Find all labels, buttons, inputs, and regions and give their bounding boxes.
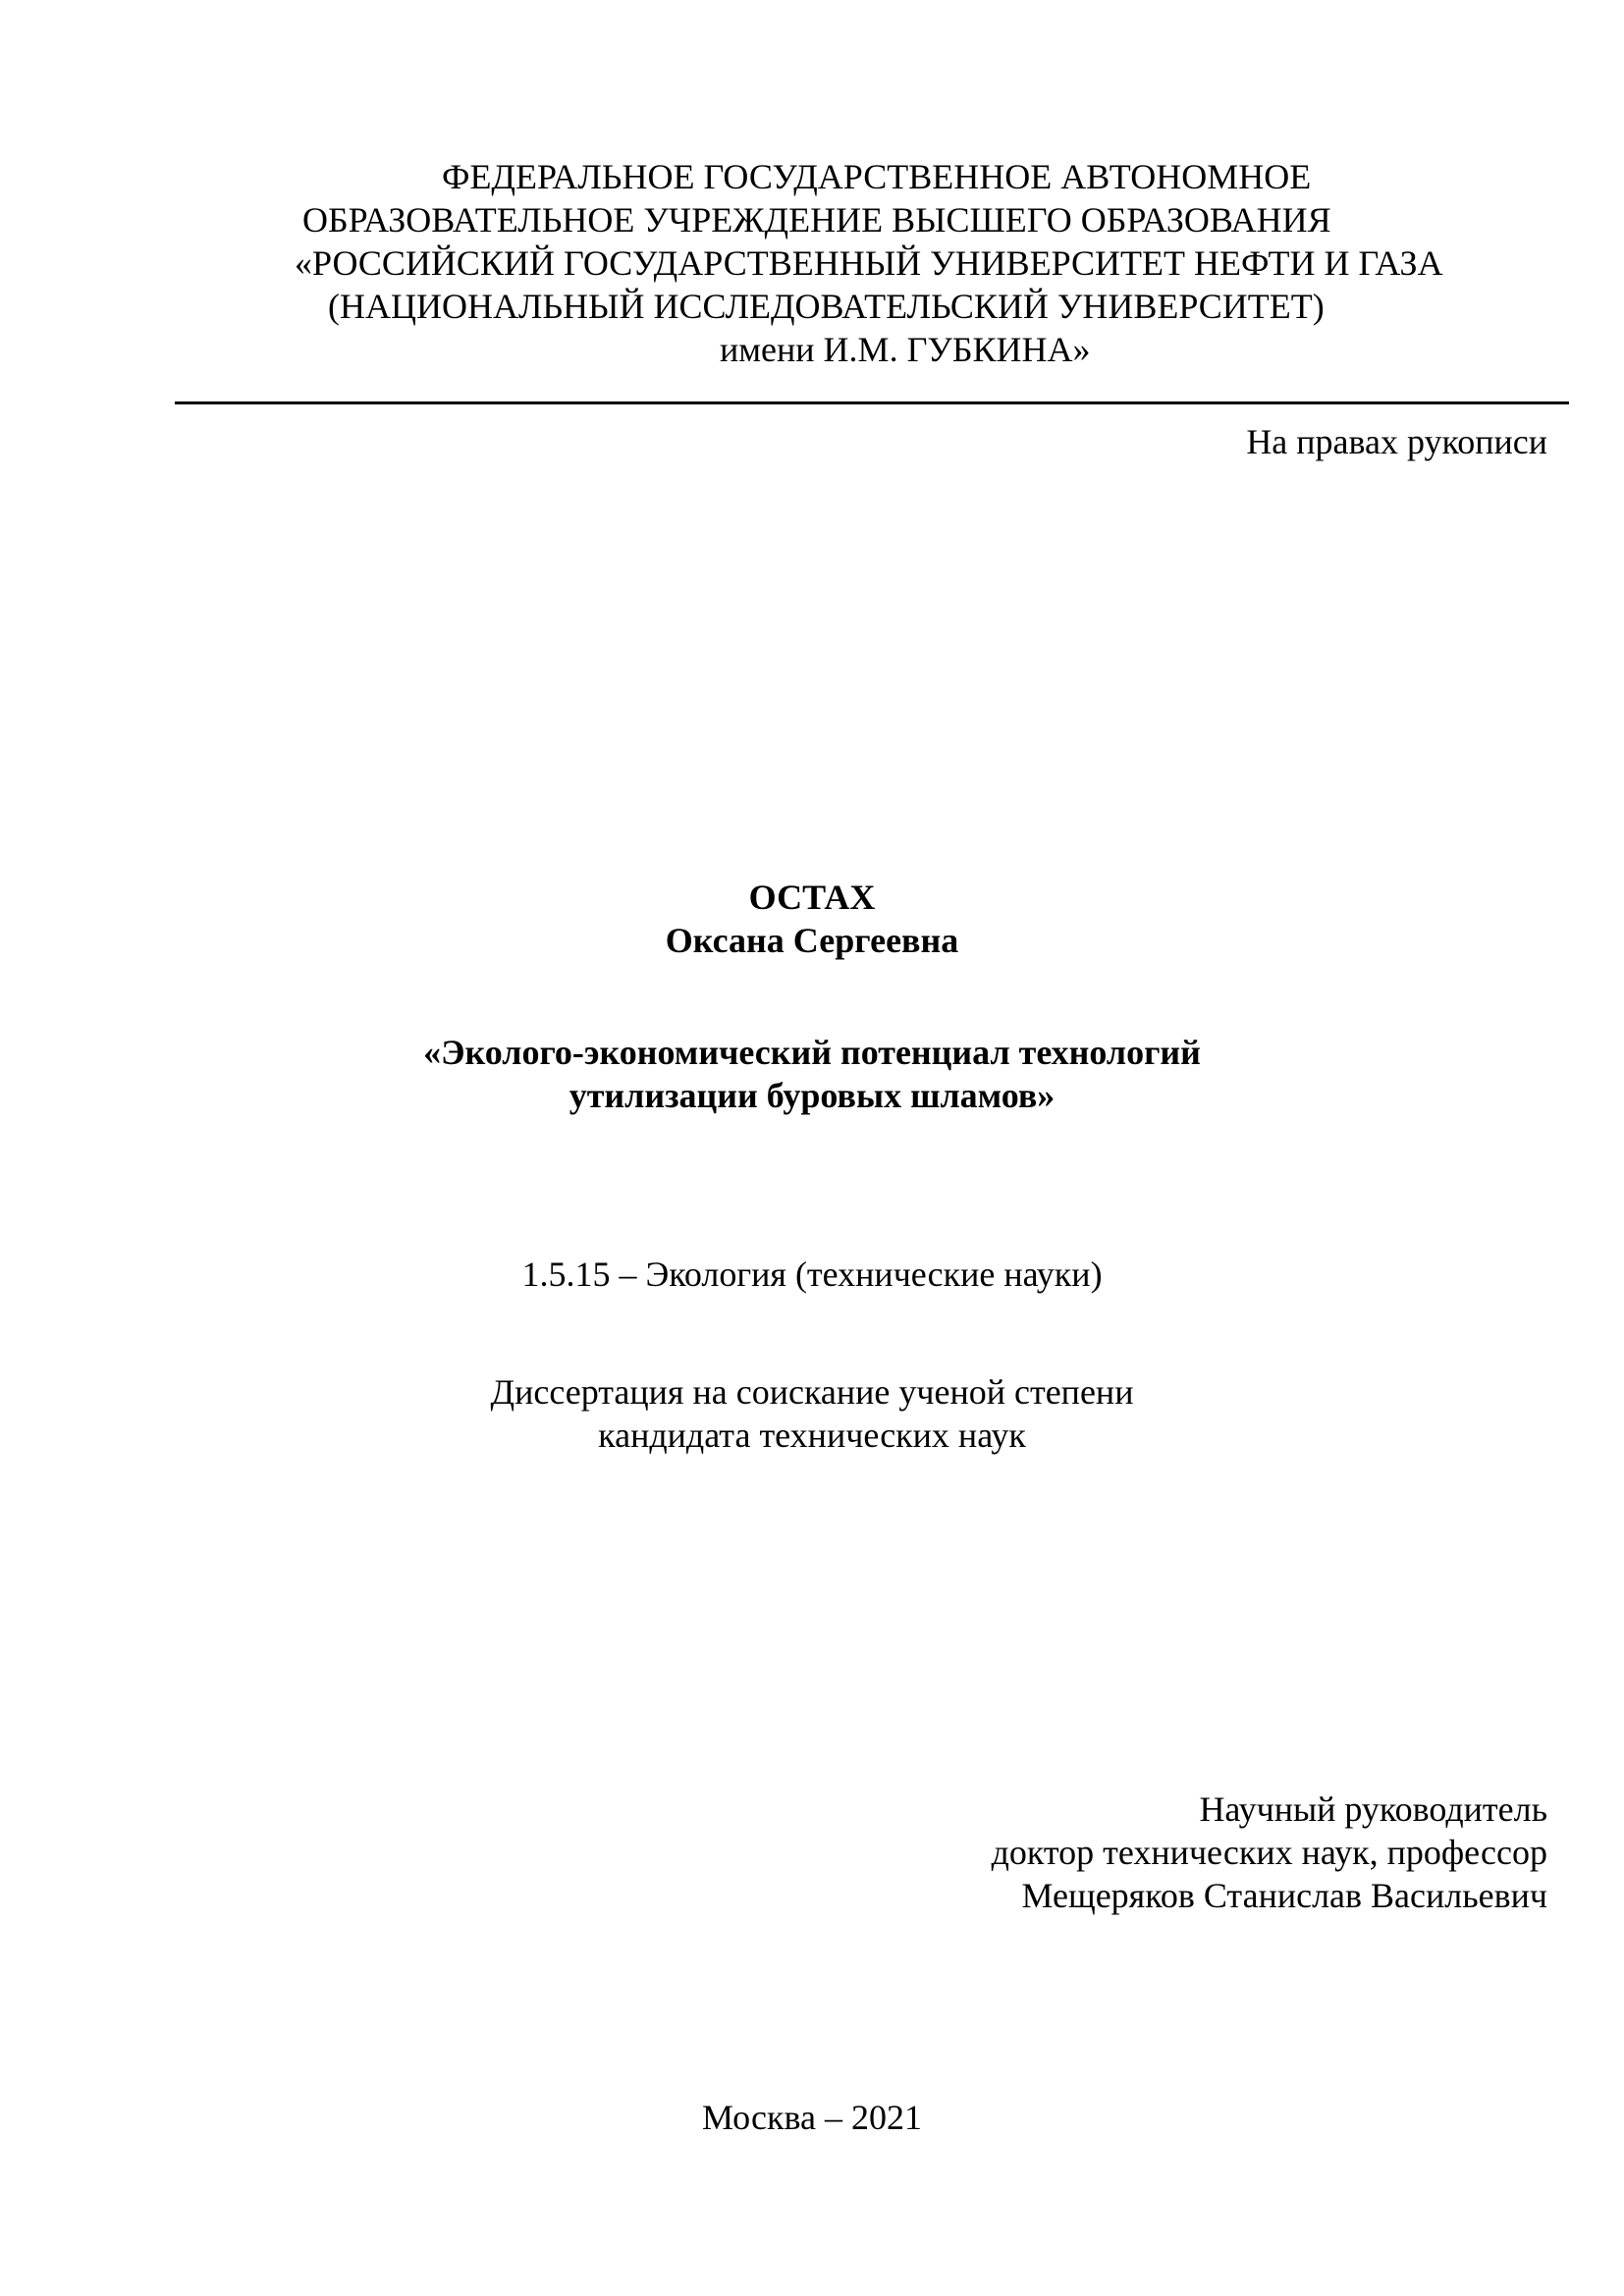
author-name: Оксана Сергеевна <box>665 921 959 960</box>
header-divider <box>175 401 1569 404</box>
institution-line-3: «РОССИЙСКИЙ ГОСУДАРСТВЕННЫЙ УНИВЕРСИТЕТ НЕФТИ И ГАЗА <box>295 243 1443 283</box>
author-surname: ОСТАХ <box>748 878 876 917</box>
supervisor-name: Мещеряков Станислав Васильевич <box>1021 1876 1547 1915</box>
supervisor-label: Научный руководитель <box>1199 1789 1547 1829</box>
degree-line-1: Диссертация на соискание ученой степени <box>490 1372 1134 1412</box>
degree-line-2: кандидата технических наук <box>598 1415 1026 1455</box>
city-year: Москва – 2021 <box>702 2098 922 2137</box>
manuscript-note: На правах рукописи <box>1246 422 1547 461</box>
institution-line-1: ФЕДЕРАЛЬНОЕ ГОСУДАРСТВЕННОЕ АВТОНОМНОЕ <box>442 157 1312 196</box>
institution-line-5: имени И.М. ГУБКИНА» <box>720 330 1091 369</box>
dissertation-title-line-1: «Эколого-экономический потенциал технологий <box>423 1033 1201 1072</box>
dissertation-title-line-2: утилизации буровых шламов» <box>568 1076 1056 1115</box>
institution-line-4: (НАЦИОНАЛЬНЫЙ ИССЛЕДОВАТЕЛЬСКИЙ УНИВЕРСИТЕТ) <box>328 287 1325 326</box>
supervisor-degree: доктор технических наук, профессор <box>991 1833 1547 1872</box>
institution-line-2: ОБРАЗОВАТЕЛЬНОЕ УЧРЕЖДЕНИЕ ВЫСШЕГО ОБРАЗОВАНИЯ <box>302 200 1331 240</box>
specialty: 1.5.15 – Экология (технические науки) <box>521 1255 1103 1294</box>
